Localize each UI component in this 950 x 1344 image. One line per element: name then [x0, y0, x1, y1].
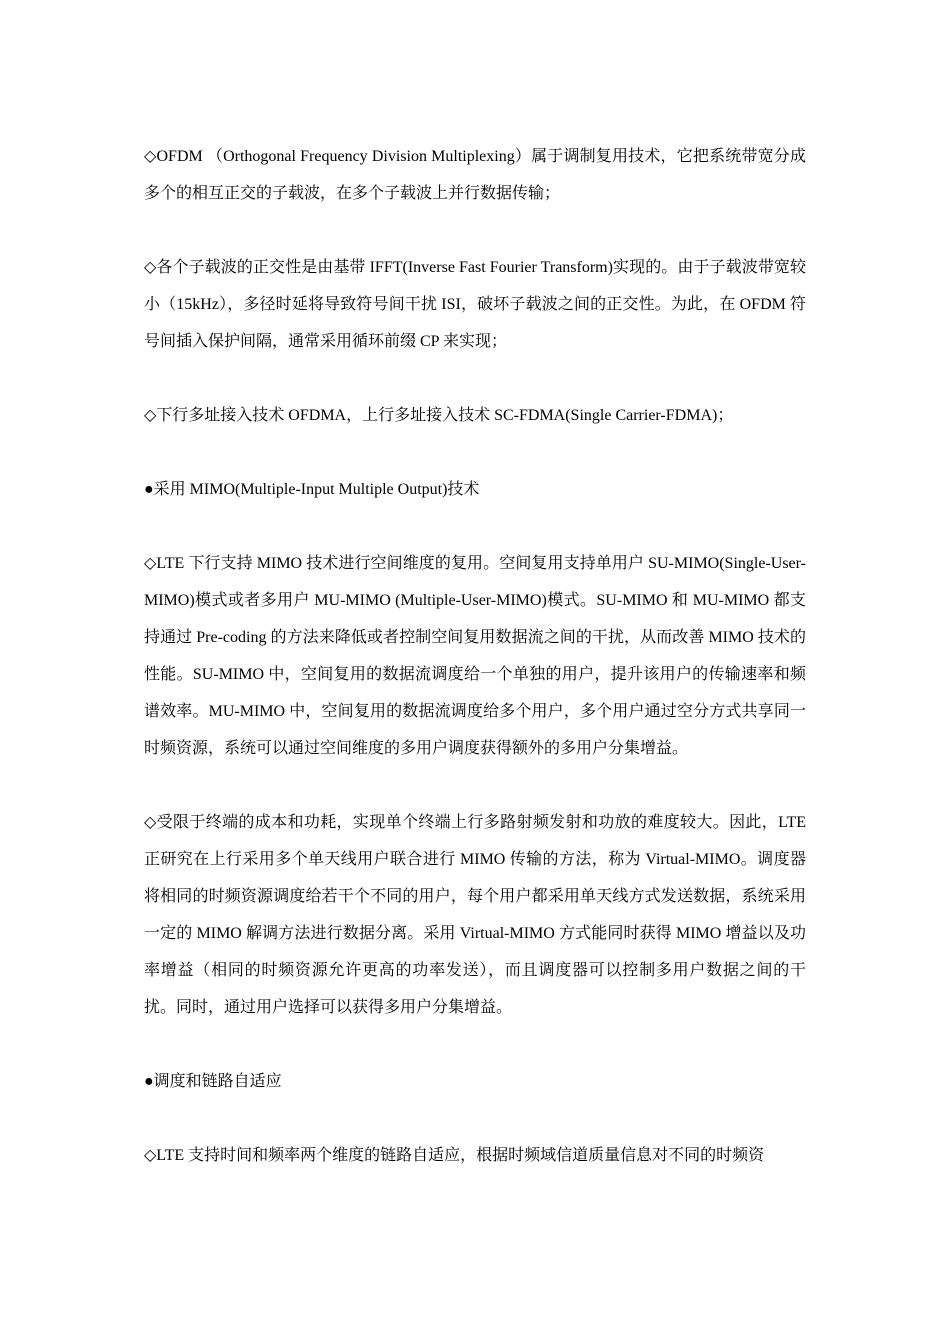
paragraph-multiple-access: ◇下行多址接入技术 OFDMA，上行多址接入技术 SC-FDMA(Single Carrier-FDMA)；: [144, 407, 734, 424]
paragraph-link-adaptation: ◇LTE 支持时间和频率两个维度的链路自适应，根据时频域信道质量信息对不同的时频资: [144, 1147, 765, 1164]
paragraph-subcarrier-orthogonality: ◇各个子载波的正交性是由基带 IFFT(Inverse Fast Fourier Transform)实现的。由于子载波带宽较小（15kHz），多径时延将导致符号间干扰 ISI，破坏子载波之间的正交性。为此，在 OFDM 符号间插入保护间隔，通常采用循环前缀 CP 来实现；: [144, 259, 806, 350]
paragraph-ofdm-intro: ◇OFDM （Orthogonal Frequency Division Multiplexing）属于调制复用技术，它把系统带宽分成多个的相互正交的子载波，在多个子载波上并行数据传输；: [144, 148, 806, 202]
document-body: [144, 138, 806, 1211]
paragraph-downlink-mimo: ◇LTE 下行支持 MIMO 技术进行空间维度的复用。空间复用支持单用户 SU-MIMO(Single-User-MIMO)模式或者多用户 MU-MIMO (Multiple-User-MIMO)模式。SU-MIMO 和 MU-MIMO 都支持通过 Pre-coding 的方法来降低或者控制空间复用数据流之间的干扰，从而改善 MIMO 技术的性能。SU-MIMO 中，空间复用的数据流调度给一个单独的用户，提升该用户的传输速率和频谱效率。MU-MIMO 中，空间复用的数据流调度给多个用户，多个用户通过空分方式共享同一时频资源，系统可以通过空间维度的多用户调度获得额外的多用户分集增益。: [144, 555, 806, 757]
paragraph-virtual-mimo: ◇受限于终端的成本和功耗，实现单个终端上行多路射频发射和功放的难度较大。因此，LTE 正研究在上行采用多个单天线用户联合进行 MIMO 传输的方法，称为 Virtual-MIMO。调度器将相同的时频资源调度给若干个不同的用户，每个用户都采用单天线方式发送数据，系统采用一定的 MIMO 解调方法进行数据分离。采用 Virtual-MIMO 方式能同时获得 MIMO 增益以及功率增益（相同的时频资源允许更高的功率发送），而且调度器可以控制多用户数据之间的干扰。同时，通过用户选择可以获得多用户分集增益。: [144, 814, 806, 1016]
heading-mimo: ●采用 MIMO(Multiple-Input Multiple Output)技术: [144, 481, 480, 498]
heading-scheduling-link-adaptation: ●调度和链路自适应: [144, 1073, 282, 1090]
